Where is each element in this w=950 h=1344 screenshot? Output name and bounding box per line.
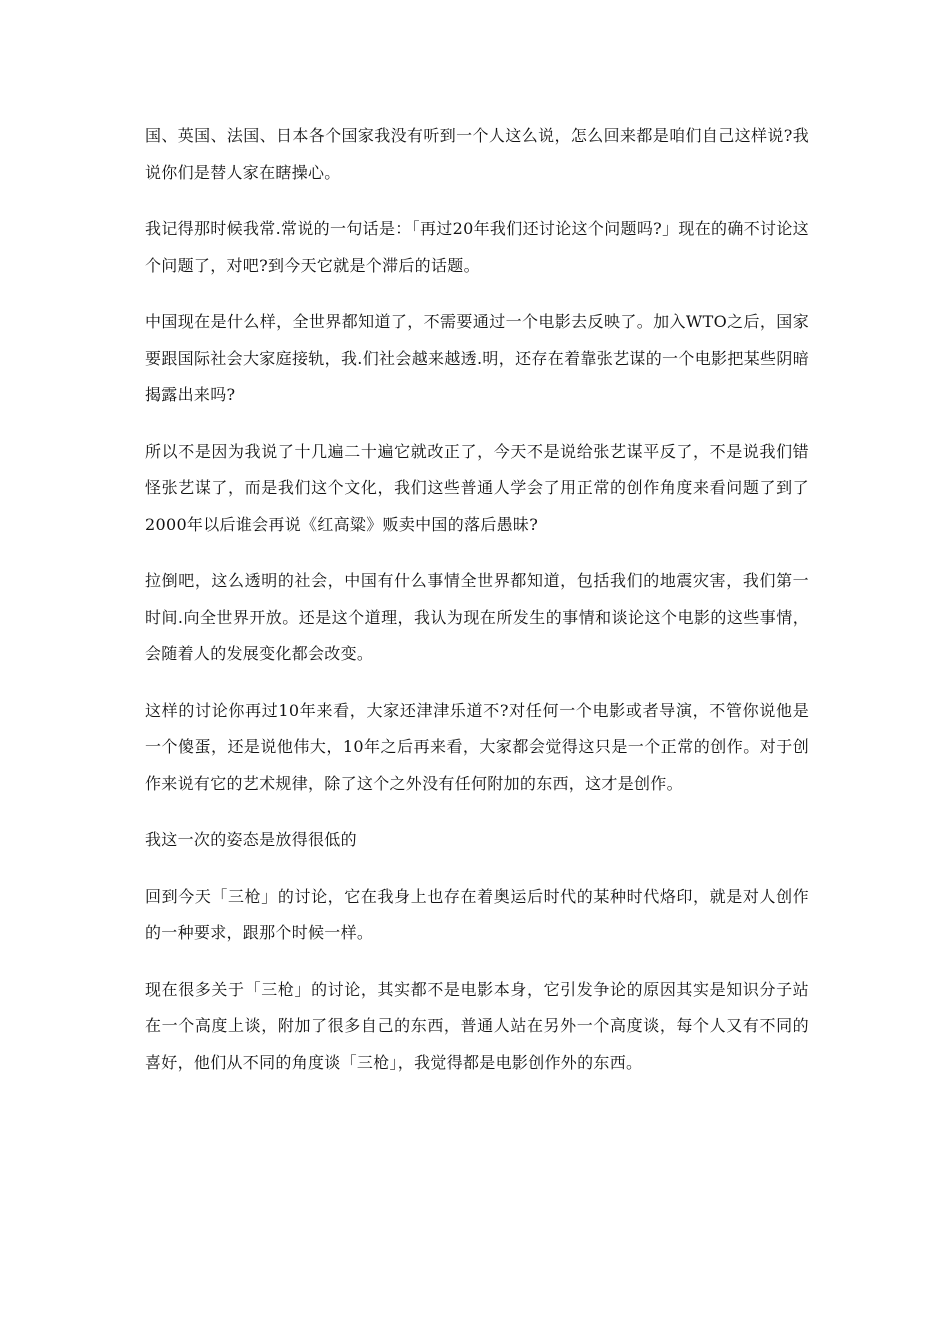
paragraph: 所以不是因为我说了十几遍二十遍它就改正了，今天不是说给张艺谋平反了，不是说我们错怪张艺谋了，而是我们这个文化，我们这些普通人学会了用正常的创作角度来看问题了到了2000年以后谁会再说《红高粱》贩卖中国的落后愚昧? bbox=[145, 441, 809, 534]
paragraph: 这样的讨论你再过10年来看，大家还津津乐道不?对任何一个电影或者导演，不管你说他是一个傻蛋，还是说他伟大，10年之后再来看，大家都会觉得这只是一个正常的创作。对于创作来说有它的艺术规律，除了这个之外没有任何附加的东西，这才是创作。 bbox=[145, 700, 809, 793]
section-heading: 我这一次的姿态是放得很低的 bbox=[145, 830, 357, 849]
paragraph: 现在很多关于「三枪」的讨论，其实都不是电影本身，它引发争论的原因其实是知识分子站在一个高度上谈，附加了很多自己的东西，普通人站在另外一个高度谈，每个人又有不同的喜好，他们从不同的角度谈「三枪」，我觉得都是电影创作外的东西。 bbox=[145, 979, 809, 1072]
paragraph: 我记得那时候我常.常说的一句话是：「再过20年我们还讨论这个问题吗?」现在的确不讨论这个问题了，对吧?到今天它就是个滞后的话题。 bbox=[145, 219, 809, 275]
paragraph: 拉倒吧，这么透明的社会，中国有什么事情全世界都知道，包括我们的地震灾害，我们第一时间.向全世界开放。还是这个道理，我认为现在所发生的事情和谈论这个电影的这些事情，会随着人的发展变化都会改变。 bbox=[145, 571, 809, 663]
paragraph: 国、英国、法国、日本各个国家我没有听到一个人这么说，怎么回来都是咱们自己这样说?我说你们是替人家在瞎操心。 bbox=[145, 126, 809, 182]
paragraph: 中国现在是什么样，全世界都知道了，不需要通过一个电影去反映了。加入WTO之后，国家要跟国际社会大家庭接轨，我.们社会越来越透.明，还存在着靠张艺谋的一个电影把某些阴暗揭露出来吗? bbox=[145, 312, 809, 404]
paragraph: 回到今天「三枪」的讨论，它在我身上也存在着奥运后时代的某种时代烙印，就是对人创作的一种要求，跟那个时候一样。 bbox=[145, 886, 809, 942]
document-body bbox=[145, 118, 809, 1101]
